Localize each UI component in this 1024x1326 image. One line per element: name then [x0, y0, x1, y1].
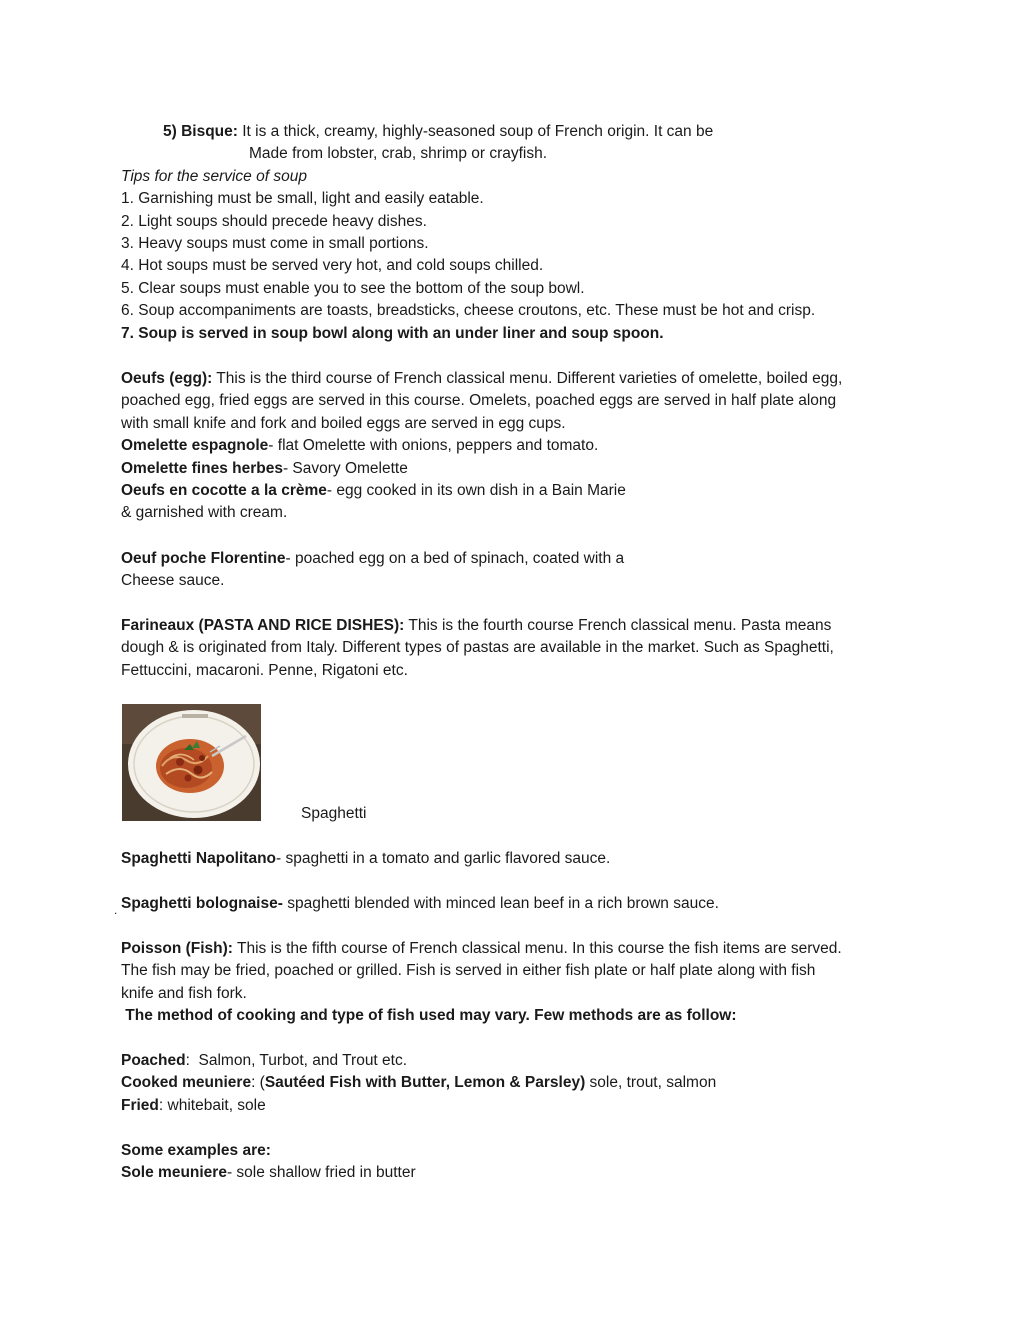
bisque-line	[121, 121, 911, 143]
pasta-dish	[121, 848, 911, 870]
tip-item: 6. Soup accompaniments are toasts, breadsticks, cheese croutons, etc. These must be hot and crisp.	[121, 302, 816, 320]
spaghetti-napoli	[121, 848, 911, 870]
oeufs-line-3: with small knife and fork and boiled eggs are served in egg cups.	[121, 414, 566, 432]
dish-name: Omelette espagnole	[121, 437, 269, 455]
method-colon: : (	[251, 1074, 265, 1092]
fish-examples	[121, 1140, 911, 1185]
spaghetti-bolognaise	[121, 893, 911, 915]
spaghetti-plate-illustration	[122, 704, 261, 821]
tips-heading: Tips for the service of soup	[121, 167, 307, 185]
bisque-label: 5) Bisque:	[163, 123, 238, 140]
egg-dish	[121, 548, 911, 570]
dish-desc: - flat Omelette with onions, peppers and tomato.	[268, 437, 599, 455]
pasta-dish	[121, 893, 911, 915]
method-text: : whitebait, sole	[158, 1096, 266, 1114]
bisque-text: It is a thick, creamy, highly-seasoned soup of French origin. It can be	[237, 123, 714, 140]
dish-name: Oeufs en cocotte a la crème	[121, 481, 327, 499]
photo-caption: Spaghetti	[301, 805, 367, 822]
farineaux-line-2: dough & is originated from Italy. Different types of pastas are available in the market. Such as Spaghetti,	[121, 639, 834, 657]
fish-dish	[121, 1162, 911, 1184]
farineaux-label: Farineaux (PASTA AND RICE DISHES):	[121, 617, 405, 634]
tip-item: 4. Hot soups must be served very hot, and cold soups chilled.	[121, 257, 544, 275]
poisson-label: Poisson (Fish):	[121, 940, 233, 957]
dish-desc: - Savory Omelette	[282, 459, 408, 477]
egg-dish	[121, 435, 911, 457]
oeufs-intro	[121, 368, 911, 390]
cooking-methods-heading: The method of cooking and type of fish used may vary. Few methods are as follow:	[121, 1007, 737, 1025]
method-text: sole, trout, salmon	[585, 1074, 717, 1092]
method-label: Fried	[121, 1096, 159, 1114]
poisson-line-3: knife and fish fork.	[121, 984, 247, 1002]
dish-name: Spaghetti Napolitano	[121, 850, 276, 867]
method-text: : Salmon, Turbot, and Trout etc.	[185, 1052, 408, 1069]
oeufs-section	[121, 368, 911, 525]
poisson-section	[121, 938, 911, 1028]
stray-mark: .	[114, 903, 118, 917]
farineaux-text: This is the fourth course French classical menu. Pasta means	[404, 617, 832, 634]
bisque-line-2: Made from lobster, crab, shrimp or crayfish.	[249, 145, 548, 163]
dish-desc: - spaghetti in a tomato and garlic flavored sauce.	[276, 850, 611, 867]
method-bold-desc: Sautéed Fish with Butter, Lemon & Parsley)	[264, 1074, 586, 1092]
farineaux-intro	[121, 615, 911, 637]
egg-dish	[121, 458, 911, 480]
oeufs-label: Oeufs (egg):	[121, 370, 213, 387]
method-poached	[121, 1050, 911, 1072]
oeuf-florentine	[121, 548, 911, 593]
farineaux-section	[121, 615, 911, 682]
dish-name: Omelette fines herbes	[121, 459, 283, 477]
soup-section	[121, 121, 911, 345]
spaghetti-photo	[122, 704, 261, 821]
oeufs-line-2: poached egg, fried eggs are served in this course. Omelets, poached eggs are served in half plate along	[121, 392, 837, 410]
examples-heading: Some examples are:	[121, 1142, 271, 1159]
dish-name: Oeuf poche Florentine	[121, 550, 286, 567]
tip-item: 5. Clear soups must enable you to see the bottom of the soup bowl.	[121, 279, 585, 297]
egg-dish-cont: & garnished with cream.	[121, 504, 288, 522]
tip-item: 1. Garnishing must be small, light and easily eatable.	[121, 190, 484, 208]
egg-dish-cont: Cheese sauce.	[121, 572, 225, 590]
tip-item: 3. Heavy soups must come in small portions.	[121, 234, 429, 252]
dish-desc: - egg cooked in its own dish in a Bain Marie	[326, 481, 626, 499]
dish-desc: spaghetti blended with minced lean beef in a rich brown sauce.	[282, 895, 719, 912]
method-meuniere	[121, 1072, 911, 1094]
egg-dish	[121, 480, 911, 502]
oeufs-text: This is the third course of French classical menu. Different varieties of omelette, boiled egg,	[212, 370, 843, 387]
method-label: Poached	[121, 1052, 186, 1069]
fish-methods	[121, 1050, 911, 1117]
poisson-line-2: The fish may be fried, poached or grilled. Fish is served in either fish plate or half plate along with fish	[121, 962, 816, 980]
tip-item-bold: 7. Soup is served in soup bowl along with an under liner and soup spoon.	[121, 324, 664, 342]
poisson-intro	[121, 938, 911, 960]
dish-name: Sole meuniere	[121, 1164, 227, 1182]
method-fried	[121, 1095, 911, 1117]
dish-desc: - poached egg on a bed of spinach, coated with a	[285, 550, 625, 567]
dish-desc: - sole shallow fried in butter	[226, 1164, 416, 1182]
dish-name: Spaghetti bolognaise-	[121, 895, 283, 912]
method-label: Cooked meuniere	[121, 1074, 252, 1092]
tip-item: 2. Light soups should precede heavy dishes.	[121, 212, 427, 230]
poisson-text: This is the fifth course of French classical menu. In this course the fish items are served.	[232, 940, 842, 957]
farineaux-line-3: Fettuccini, macaroni. Penne, Rigatoni etc.	[121, 661, 408, 679]
